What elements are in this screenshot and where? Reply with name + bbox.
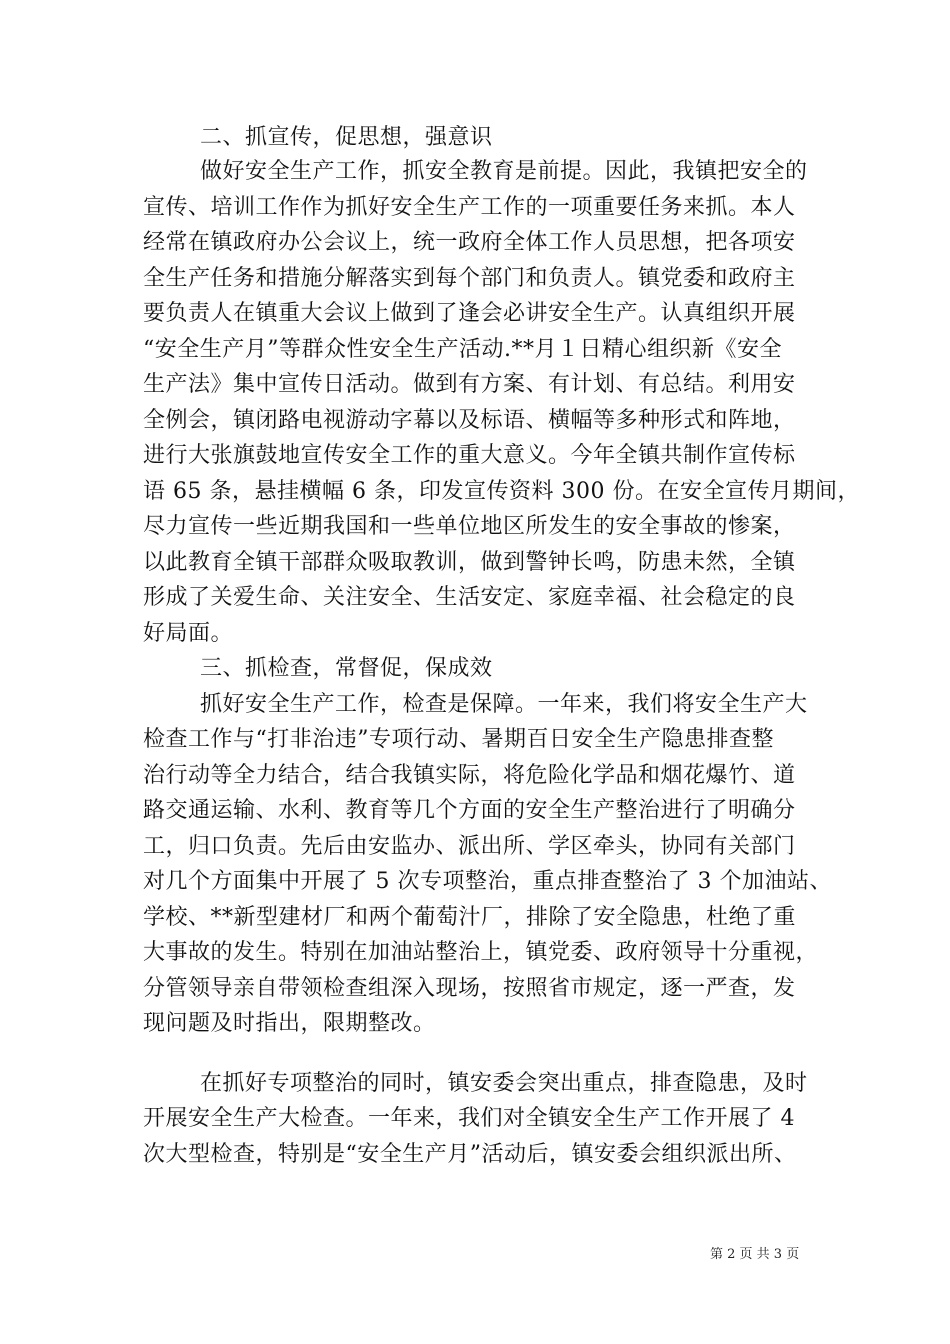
paragraph-line: 抓好安全生产工作，检查是保障。一年来，我们将安全生产大 [200, 692, 808, 717]
paragraph-line: 进行大张旗鼓地宣传安全工作的重大意义。今年全镇共制作宣传标 [143, 443, 796, 468]
paragraph-line: 工，归口负责。先后由安监办、派出所、学区牵头，协同有关部门 [143, 834, 796, 859]
paragraph-line: 学校、**新型建材厂和两个葡萄汁厂，排除了安全隐患，杜绝了重 [143, 905, 797, 930]
section-heading: 二、抓宣传，促思想，强意识 [200, 125, 493, 150]
page-number: 第 2 页 共 3 页 [710, 1247, 800, 1262]
paragraph-line: 形成了关爱生命、关注安全、生活安定、家庭幸福、社会稳定的良 [143, 585, 796, 610]
paragraph-line: 开展安全生产大检查。一年来，我们对全镇安全生产工作开展了 4 [143, 1106, 795, 1131]
paragraph-line: 好局面。 [143, 621, 234, 646]
paragraph-line: 治行动等全力结合，结合我镇实际，将危险化学品和烟花爆竹、道 [143, 763, 796, 788]
paragraph-line: 宣传、培训工作作为抓好安全生产工作的一项重要任务来抓。本人 [143, 195, 796, 220]
paragraph-line: 检查工作与“打非治违”专项行动、暑期百日安全生产隐患排查整 [143, 727, 774, 752]
paragraph-line: “安全生产月”等群众性安全生产活动.**月１日精心组织新《安全 [143, 337, 782, 362]
paragraph-line: 经常在镇政府办公会议上，统一政府全体工作人员思想，把各项安 [143, 230, 796, 255]
paragraph-line: 要负责人在镇重大会议上做到了逢会必讲安全生产。认真组织开展 [143, 301, 796, 326]
paragraph-line: 做好安全生产工作，抓安全教育是前提。因此，我镇把安全的 [200, 159, 808, 184]
paragraph-line: 以此教育全镇干部群众吸取教训，做到警钟长鸣，防患未然，全镇 [143, 550, 796, 575]
paragraph-line: 对几个方面集中开展了 5 次专项整治，重点排查整治了 3 个加油站、 [143, 869, 832, 894]
paragraph-line: 路交通运输、水利、教育等几个方面的安全生产整治进行了明确分 [143, 798, 796, 823]
paragraph-line: 大事故的发生。特别在加油站整治上，镇党委、政府领导十分重视， [143, 940, 819, 965]
section-heading: 三、抓检查，常督促，保成效 [200, 656, 493, 681]
paragraph-line: 语 65 条，悬挂横幅 6 条，印发宣传资料 300 份。在安全宣传月期间， [143, 479, 860, 504]
paragraph-line: 全生产任务和措施分解落实到每个部门和负责人。镇党委和政府主 [143, 266, 796, 291]
paragraph-line: 尽力宣传一些近期我国和一些单位地区所发生的安全事故的惨案， [143, 514, 796, 539]
paragraph-line: 分管领导亲自带领检查组深入现场，按照省市规定，逐一严查，发 [143, 976, 796, 1001]
paragraph-line: 全例会，镇闭路电视游动字幕以及标语、横幅等多种形式和阵地， [143, 408, 796, 433]
paragraph-line: 在抓好专项整治的同时，镇安委会突出重点，排查隐患，及时 [200, 1071, 808, 1096]
paragraph-line: 次大型检查，特别是“安全生产月”活动后，镇安委会组织派出所、 [143, 1142, 797, 1167]
paragraph-line: 生产法》集中宣传日活动。做到有方案、有计划、有总结。利用安 [143, 372, 796, 397]
paragraph-line: 现问题及时指出，限期整改。 [143, 1011, 436, 1036]
